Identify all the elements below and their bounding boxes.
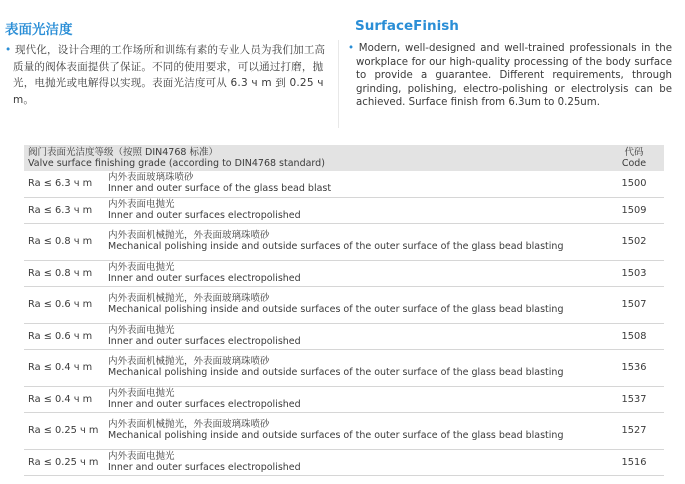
cn-paragraph-text: 现代化，设计合理的工作场所和训练有素的专业人员为我们加工高质量的阀体表面提供了保证。不同的使用要求，可以通过打磨，抛光，电抛光或电解得以实现。表面光洁度可从 6.3 ч m 到 0.25 ч m。 xyxy=(13,44,326,106)
description-cell xyxy=(106,386,604,412)
bullet-icon: • xyxy=(348,43,355,54)
description-en: Inner and outer surfaces electropolished xyxy=(108,335,301,347)
description-cn: 内外表面电抛光 xyxy=(108,450,175,462)
description-cn: 内外表面机械抛光，外表面玻璃珠喷砂 xyxy=(108,230,270,241)
description-en: Mechanical polishing inside and outside surfaces of the outer surface of the glass bead blasting xyxy=(108,430,564,441)
description-en: Inner and outer surfaces electropolished xyxy=(108,209,301,221)
table-row xyxy=(24,449,664,475)
roughness-cell: Ra ≤ 0.8 ч m xyxy=(28,236,93,247)
description-cell xyxy=(106,223,604,260)
description-cn: 内外表面机械抛光，外表面玻璃珠喷砂 xyxy=(108,419,270,430)
description-en: Inner and outer surfaces electropolished xyxy=(108,398,301,410)
roughness-cell: Ra ≤ 0.25 ч m xyxy=(28,456,99,468)
table-header-row xyxy=(24,145,664,171)
grade-header-cn: 阀门表面光洁度等级（按照 DIN4768 标准） xyxy=(28,147,218,158)
code-cell: 1537 xyxy=(621,393,647,405)
roughness-cell: Ra ≤ 0.25 ч m xyxy=(28,425,99,436)
table-row xyxy=(24,223,664,260)
table-row xyxy=(24,412,664,449)
table-row xyxy=(24,386,664,412)
grade-header xyxy=(24,145,604,171)
description-en: Mechanical polishing inside and outside surfaces of the outer surface of the glass bead blasting xyxy=(108,367,564,378)
description-en: Inner and outer surface of the glass bead blast xyxy=(108,183,332,195)
code-cell: 1509 xyxy=(621,204,647,216)
description-en: Mechanical polishing inside and outside surfaces of the outer surface of the glass bead blasting xyxy=(108,304,564,315)
description-cell xyxy=(106,412,604,449)
code-cell: 1502 xyxy=(621,236,647,247)
code-cell: 1536 xyxy=(621,362,647,373)
roughness-cell: Ra ≤ 6.3 ч m xyxy=(28,204,93,216)
description-en: Mechanical polishing inside and outside surfaces of the outer surface of the glass bead blasting xyxy=(108,241,564,252)
roughness-cell: Ra ≤ 0.8 ч m xyxy=(28,267,93,279)
description-cn: 内外表面玻璃珠喷砂 xyxy=(108,172,194,184)
description-cn: 内外表面机械抛光，外表面玻璃珠喷砂 xyxy=(108,293,270,304)
description-en: Inner and outer surfaces electropolished xyxy=(108,461,301,473)
description-cn: 内外表面电抛光 xyxy=(108,261,175,273)
code-cell: 1507 xyxy=(621,299,647,310)
description-cn: 内外表面电抛光 xyxy=(108,324,175,336)
en-paragraph xyxy=(348,42,672,110)
roughness-cell: Ra ≤ 0.6 ч m xyxy=(28,299,93,310)
table-row xyxy=(24,197,664,223)
code-header xyxy=(604,145,664,171)
code-cell: 1527 xyxy=(621,425,647,436)
roughness-cell: Ra ≤ 0.4 ч m xyxy=(28,362,93,373)
table-row xyxy=(24,171,664,197)
cn-section-title: 表面光洁度 xyxy=(5,22,73,38)
roughness-cell: Ra ≤ 0.4 ч m xyxy=(28,393,93,405)
description-cell xyxy=(106,286,604,323)
description-cn: 内外表面机械抛光，外表面玻璃珠喷砂 xyxy=(108,356,270,367)
code-cell: 1508 xyxy=(621,330,647,342)
table-row xyxy=(24,349,664,386)
code-cell: 1516 xyxy=(621,456,647,468)
description-cell xyxy=(106,449,604,475)
description-cn: 内外表面电抛光 xyxy=(108,387,175,399)
description-cell xyxy=(106,171,604,197)
description-cell xyxy=(106,349,604,386)
en-paragraph-text: Modern, well-designed and well-trained professionals in the workplace for our high-quality processing of the body surface to provide a guarantee. Different requirements, through grinding, polishing, electro-polishing or electrolysis can be achieved. Surface finish from 6.3um to 0.25um. xyxy=(356,43,672,109)
table-row xyxy=(24,323,664,349)
en-section-title: SurfaceFinish xyxy=(355,18,459,34)
table-row xyxy=(24,260,664,286)
description-cell xyxy=(106,197,604,223)
column-divider xyxy=(338,40,339,128)
code-header-en: Code xyxy=(621,158,647,169)
description-cn: 内外表面电抛光 xyxy=(108,198,175,210)
bullet-icon: • xyxy=(5,44,12,56)
surface-grade-table xyxy=(24,145,664,476)
code-cell: 1500 xyxy=(621,178,647,190)
code-cell: 1503 xyxy=(621,267,647,279)
code-header-cn: 代码 xyxy=(624,147,644,158)
description-cell xyxy=(106,260,604,286)
roughness-cell: Ra ≤ 0.6 ч m xyxy=(28,330,93,342)
table-row xyxy=(24,286,664,323)
description-cell xyxy=(106,323,604,349)
description-en: Inner and outer surfaces electropolished xyxy=(108,272,301,284)
grade-header-en: Valve surface finishing grade (according to DIN4768 standard) xyxy=(28,158,325,169)
cn-paragraph xyxy=(5,42,329,108)
roughness-cell: Ra ≤ 6.3 ч m xyxy=(28,178,93,190)
